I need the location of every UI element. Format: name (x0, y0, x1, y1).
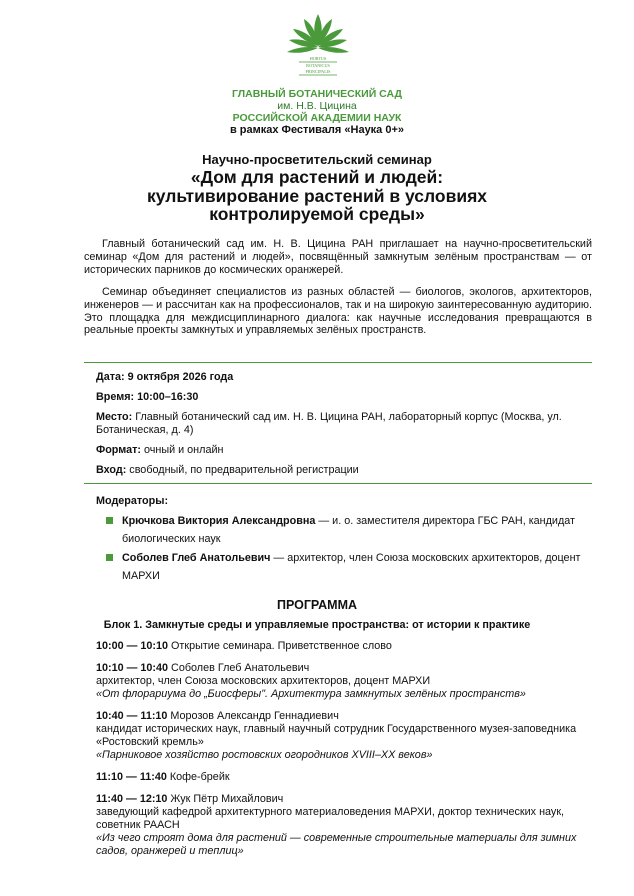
slot-time: 11:40 — 12:10 (96, 793, 168, 805)
schedule-slot (96, 771, 586, 784)
place-row (96, 411, 586, 437)
slot-details: заведующий кафедрой архитектурного материаловедения МАРХИ, доктор технических наук, советник РААСН (96, 806, 565, 831)
slot-title: Жук Пётр Михайлович (167, 793, 284, 805)
seminar-title-line-2: культивирование растений в условиях (146, 185, 488, 206)
place-label: Место: (96, 411, 133, 423)
seminar-subtitle: Научно-просветительский семинар (202, 152, 432, 167)
title-block (0, 152, 634, 224)
program-heading: ПРОГРАММА (276, 598, 358, 612)
slot-time: 10:00 — 10:10 (96, 640, 169, 652)
moderators-heading: Модераторы: (96, 495, 169, 507)
logo-text-1: HORTUS (309, 56, 327, 61)
org-line-3: РОССИЙСКОЙ АКАДЕМИИ НАУК (232, 112, 402, 124)
date-row (96, 371, 586, 384)
org-line-2: им. Н.В. Цицина (277, 100, 357, 112)
entry-row (96, 464, 586, 477)
schedule-slot (96, 640, 586, 653)
slot-title: Открытие семинара. Приветственное слово (168, 640, 392, 652)
logo-text-3: PRINCIPALIS (305, 69, 331, 74)
format-row (96, 444, 586, 457)
time-value: 10:00–16:30 (137, 391, 199, 403)
slot-title: Кофе-брейк (166, 771, 230, 783)
slot-details: кандидат исторических наук, главный научный сотрудник Государственного музея-заповедника «Ростовский кремль» (96, 723, 577, 748)
divider-bottom (84, 483, 592, 484)
entry-value: свободный, по предварительной регистрации (129, 464, 359, 476)
moderator-desc: — архитектор, член Союза московских архитекторов, доцент МАРХИ (122, 552, 581, 582)
moderators-section (96, 492, 586, 586)
date-value: 9 октября 2026 года (127, 371, 234, 383)
moderator-item (96, 549, 586, 585)
slot-time: 10:40 — 11:10 (96, 710, 168, 722)
divider-top (84, 362, 592, 363)
org-line-1: ГЛАВНЫЙ БОТАНИЧЕСКИЙ САД (232, 88, 402, 100)
schedule-slot (96, 710, 586, 762)
slot-time: 11:10 — 11:40 (96, 771, 167, 783)
organization-name (0, 88, 634, 124)
event-info (96, 371, 586, 484)
time-row (96, 391, 586, 404)
program-block-title: Блок 1. Замкнутые среды и управляемые пространства: от истории к практике (103, 619, 531, 631)
time-label: Время: (96, 391, 135, 403)
intro-paragraph-2: Семинар объединяет специалистов из разных областей — биологов, экологов, архитекторов, инженеров — и рассчитан как на профессионалов, так и на широкую заинтересованную аудиторию. Это площадка для междисциплинарного диалога: как научные исследования превращаются в реальные проекты замкнутых и управляемых зелёных пространств. (84, 286, 592, 337)
festival-line: в рамках Фестиваля «Наука 0+» (229, 124, 405, 136)
schedule-slot (96, 793, 586, 858)
slot-title: Морозов Александр Геннадиевич (167, 710, 339, 722)
intro-paragraph-1: Главный ботанический сад им. Н. В. Цицина РАН приглашает на научно-просветительский семинар «Дом для растений и людей», посвящённый замкнутым зелёным пространствам — от исторических парников до космических оранжерей. (84, 238, 592, 276)
slot-time: 10:10 — 10:40 (96, 662, 169, 674)
botanical-garden-logo (279, 6, 357, 84)
slot-title: Соболев Глеб Анатольевич (168, 662, 310, 674)
moderator-name: Крючкова Виктория Александровна (122, 515, 316, 527)
entry-label: Вход: (96, 464, 127, 476)
moderator-item (96, 512, 586, 548)
format-value: очный и онлайн (144, 444, 224, 456)
place-value: Главный ботанический сад им. Н. В. Цицина РАН, лабораторный корпус (Москва, ул. Ботаническая, д. 4) (96, 411, 562, 436)
slot-talk: «Парниковое хозяйство ростовских огородников XVIII–XX веков» (96, 749, 433, 761)
seminar-title-line-3: контролируемой среды» (209, 204, 425, 224)
format-label: Формат: (96, 444, 141, 456)
moderator-desc: — и. о. заместителя директора ГБС РАН, кандидат биологических наук (122, 515, 575, 545)
square-bullet-icon (106, 554, 113, 561)
slot-talk: «Из чего строят дома для растений — современные строительные материалы для зимних садов, оранжерей и теплиц» (96, 832, 577, 857)
date-label: Дата: (96, 371, 125, 383)
moderator-name: Соболев Глеб Анатольевич (122, 552, 271, 564)
schedule-slot (96, 662, 586, 701)
seminar-title-line-1: «Дом для растений и людей: (190, 167, 444, 187)
square-bullet-icon (106, 517, 113, 524)
slot-talk: «От флорариума до „Биосферы". Архитектура замкнутых зелёных пространств» (96, 688, 526, 700)
schedule (96, 640, 586, 867)
slot-details: архитектор, член Союза московских архитекторов, доцент МАРХИ (96, 675, 431, 687)
logo-text-2: BOTANICUS (306, 63, 330, 68)
